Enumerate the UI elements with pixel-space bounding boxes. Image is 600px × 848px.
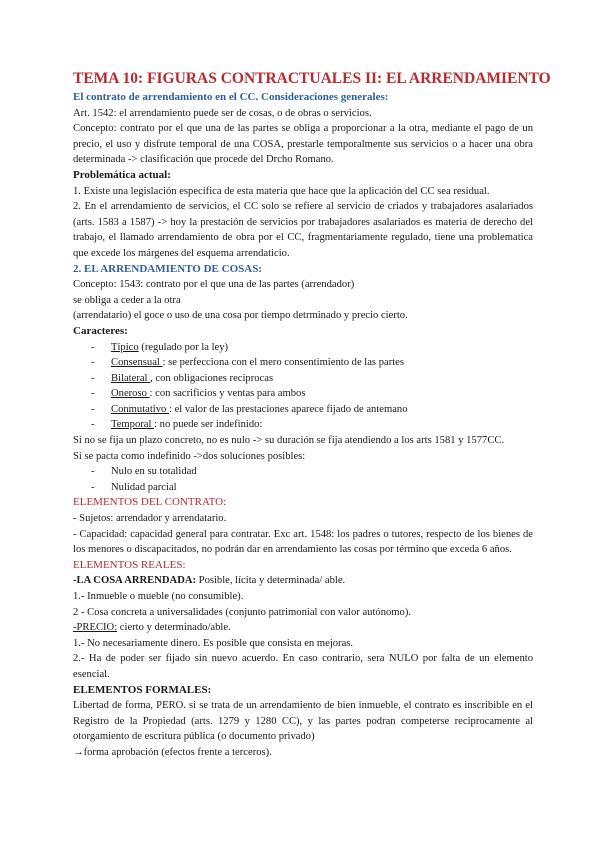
paragraph-formales-2 xyxy=(73,745,533,761)
caracter-term: Típico xyxy=(111,341,139,353)
paragraph-indefinido: Si se pacta como indefinido ->dos soluciones posibles: xyxy=(73,450,306,462)
list-item: - Nulidad parcial xyxy=(91,480,533,496)
list-item xyxy=(91,340,533,356)
caracter-term: Temporal xyxy=(111,419,155,431)
list-item xyxy=(91,355,533,371)
paragraph-precio-2: 2.- Ha de poder ser fijado sin nuevo acuerdo. En caso contrario, sera NULO por falta de un elemento esencial. xyxy=(73,653,533,680)
formales-desc: forma aprobación (efectos frente a terceros). xyxy=(83,746,272,758)
heading-elementos-formales: ELEMENTOS FORMALES: xyxy=(73,683,212,696)
paragraph-precio xyxy=(73,620,533,636)
list-item xyxy=(91,371,533,387)
caracter-desc: : no puede ser indefinido: xyxy=(154,419,263,431)
caracter-desc: : con sacrificios y ventas para ambos xyxy=(149,388,306,400)
caracter-term: Oneroso xyxy=(111,388,150,400)
paragraph-plazo: Si no se fija un plazo concreto, no es nulo -> su duración se fija atendiendo a los arts 1581 y 1577CC. xyxy=(73,435,505,447)
section-heading-arrendamiento-cosas: 2. EL ARRENDAMIENTO DE COSAS: xyxy=(73,262,262,275)
cosa-desc: Posible, lícita y determinada/ able. xyxy=(196,575,346,587)
paragraph-capacidad: - Capacidad: capacidad general para contratar. Exc art. 1548: los padres o tutores, respecto de los bienes de los menores o discapacitados, no podrán dar en arrendamiento las cosas por término que exceda 6 años. xyxy=(73,528,533,556)
caracter-term: Bilateral xyxy=(111,372,151,384)
caracter-term: Consensual xyxy=(111,357,163,369)
caracter-desc: : se perfecciona con el mero consentimiento de las partes xyxy=(162,357,404,369)
paragraph-sujetos: - Sujetos: arrendador y arrendatario. xyxy=(73,513,227,525)
caracter-desc: (regulado por la ley) xyxy=(138,341,229,353)
caracter-desc: , con obligaciones recíprocas xyxy=(150,372,274,384)
paragraph-problematica-2: 2. En el arrendamiento de servicios, el CC solo se refiere al servicio de criados y trabajadores asalariados (arts. 1583 a 1587) -> hoy la prestación de servicios por trabajadores asalariados es materia de derecho del trabajo, el llamado arrendamiento de obra por el CC, fragmentariamente regulado, tiene una problematica que excede los márgenes del esquema arrendaticio. xyxy=(73,201,533,259)
heading-elementos-reales: ELEMENTOS REALES: xyxy=(73,558,186,571)
paragraph-formales-1: Libertad de forma, PERO. si se trata de un arrendamiento de bien inmueble, el contrato es inscribible en el Registro de la Propiedad (arts. 1279 y 1280 CC), y las partes podran competerse reciprocamente al otorgamiento de escritura pública (o documento privado) xyxy=(73,700,533,743)
caracter-desc: : el valor de las prestaciones aparece fijado de antemano xyxy=(168,403,408,415)
paragraph-ceder: se obliga a ceder a la otra xyxy=(73,294,181,306)
precio-desc: cierto y determinado/able. xyxy=(117,622,231,634)
paragraph-arrendatario: (arrendatario) el goce o uso de una cosa por tiempo detrminado y precio cierto. xyxy=(73,310,408,322)
page-title: TEMA 10: FIGURAS CONTRACTUALES II: EL ARRENDAMIENTO xyxy=(73,70,551,87)
document-body xyxy=(73,70,551,761)
paragraph-cosa-2: 2 - Cosa concreta a universalidades (conjunto patrimonial con valor autónomo). xyxy=(73,606,412,618)
list-item: - Nulo en su totalidad xyxy=(91,464,533,480)
soluciones-list xyxy=(73,464,533,495)
list-item xyxy=(91,386,533,402)
caracter-term: Conmutativo xyxy=(111,403,169,415)
caracteres-list xyxy=(73,340,533,434)
paragraph-problematica-1: 1. Existe una legislación específica de esta materia que hace que la aplicación del CC sea residual. xyxy=(73,185,490,197)
paragraph-concepto: Concepto: contrato por el que una de las partes se obliga a proporcionar a la otra, mediante el pago de un precio, el uso y disfrute temporal de una COSA, prestarle temporalmente sus servicios o a hacer una obra determinada -> clasificación que procede del Drcho Romano. xyxy=(73,123,533,166)
paragraph-art-1542: Art. 1542: el arrendamiento puede ser de cosas, o de obras o servicios. xyxy=(73,107,372,119)
arrow-icon: → xyxy=(73,746,84,758)
paragraph-cosa-1: 1.- Inmueble o mueble (no consumible). xyxy=(73,591,244,602)
section-heading-contrato: El contrato de arrendamiento en el CC. Consideraciones generales: xyxy=(73,91,389,103)
list-item xyxy=(91,402,533,418)
cosa-heading: -LA COSA ARRENDADA: xyxy=(73,575,197,587)
paragraph-concepto-1543: Concepto: 1543: contrato por el que una de las partes (arrendador) xyxy=(73,279,355,291)
paragraph-cosa-arrendada xyxy=(73,573,533,589)
heading-elementos-contrato: ELEMENTOS DEL CONTRATO: xyxy=(73,496,227,509)
precio-heading: -PRECIO: xyxy=(73,622,118,634)
heading-caracteres: Caracteres: xyxy=(73,324,128,337)
list-item xyxy=(91,417,533,433)
heading-problematica: Problemática actual: xyxy=(73,168,171,181)
paragraph-precio-1: 1.- No necesariamente dinero. Es posible que consista en mejoras. xyxy=(73,637,354,649)
